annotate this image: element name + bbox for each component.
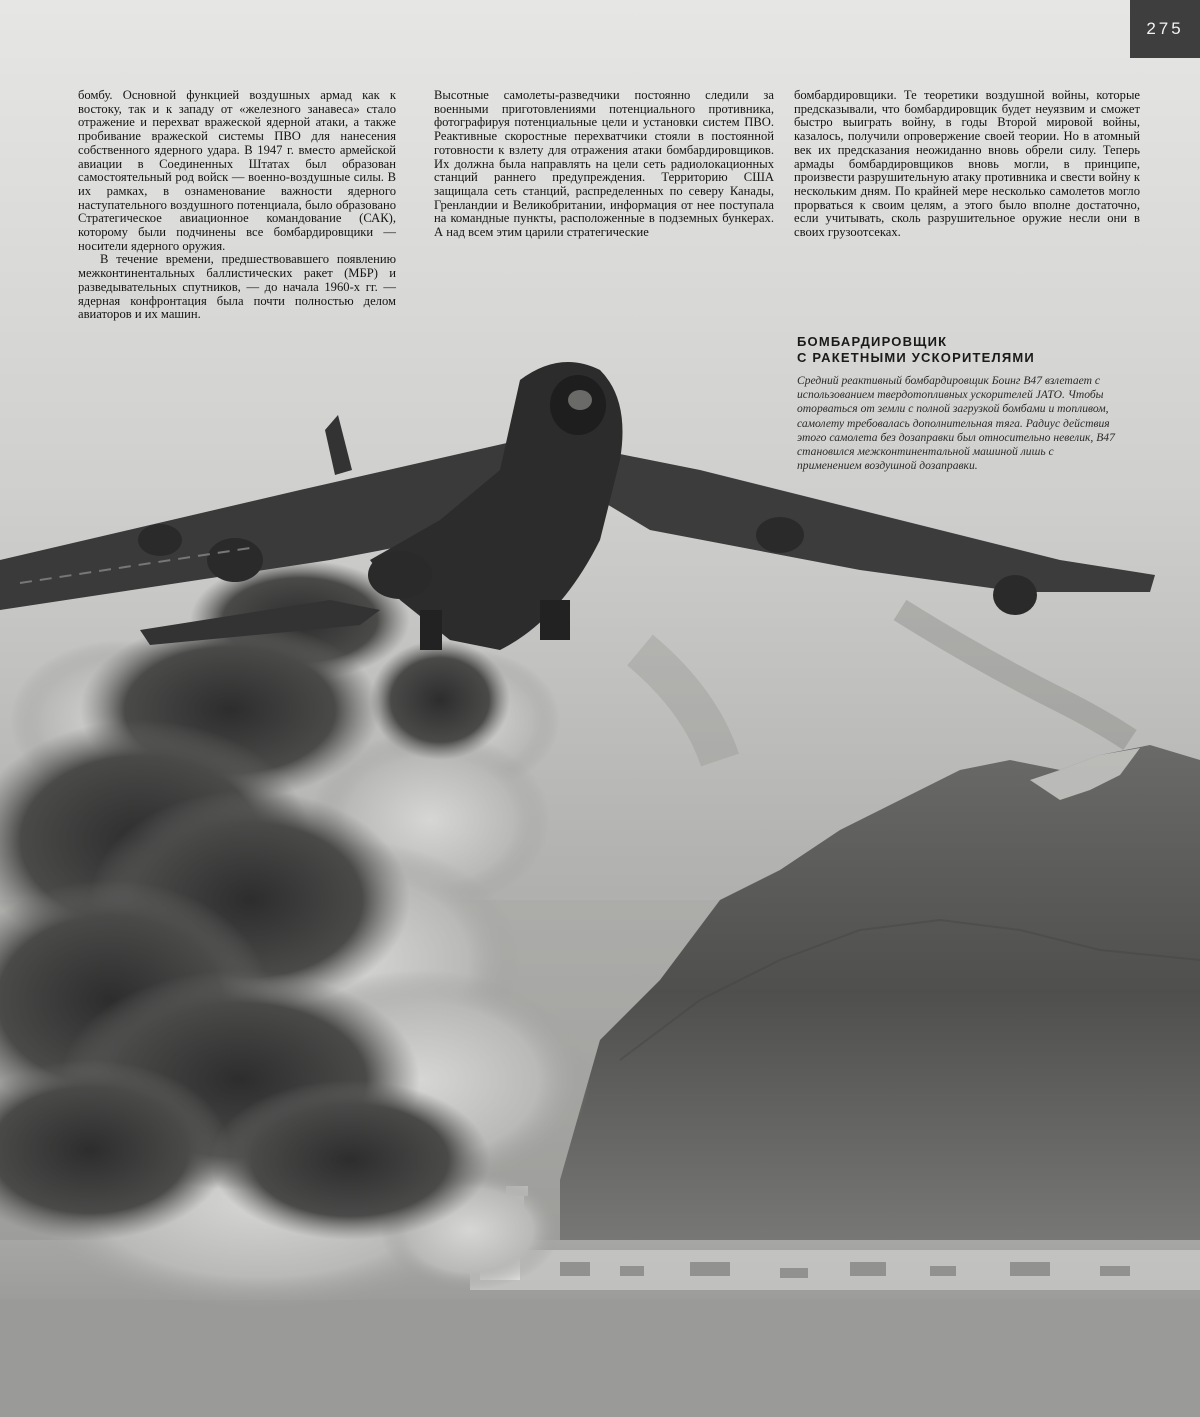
paragraph: бомбардировщики. Те теоретики воздушной войны, которые предсказывали, что бомбардировщик будет неуязвим и сможет быстро выиграть войну, в годы Второй мировой войны, казалось, получили опровержение своей теории. Но в атомный век их предсказания неожиданно вновь обрели силу. Теперь армады бомбардировщиков вновь могли, в принципе, произвести разрушительную атаку противника и свести войну к нескольким дням. По крайней мере несколько самолетов могло прорваться к своим целям, а этого было вполне достаточно, если учитывать, сколь разрушительное оружие несли они в своих грузоотсеках. [794,88,1140,240]
page-number: 275 [1130,0,1200,58]
paragraph: Высотные самолеты-разведчики постоянно следили за военными приготовлениями потенциального противника, фотографируя потенциальные цели и установки систем ПВО. Реактивные скоростные перехватчики стояли в постоянной готовности к взлету для отражения атаки бомбардировщиков. Их должна была направлять на цели сеть радиолокационных станций раннего предупреждения. Территорию США защищала сеть станций, распределенных по северу Канады, Гренландии и Великобритании, информация от нее поступала на командные пункты, расположенные в подземных бункерах. А над всем этим царили стратегические [434,88,774,240]
caption-title [797,334,1117,366]
caption-title-line: БОМБАРДИРОВЩИК [797,334,948,349]
text-column-3 [794,89,1140,240]
text-column-1 [78,89,396,322]
text-column-2 [434,89,774,240]
caption-title-line: С РАКЕТНЫМИ УСКОРИТЕЛЯМИ [797,350,1035,365]
paragraph: В течение времени, предшествовавшего появлению межконтинентальных баллистических ракет (МБР) и разведывательных спутников, — до начала 1960-х гг. — ядерная конфронтация была почти полностью делом авиаторов и их машин. [78,252,396,322]
photo-caption: Средний реактивный бомбардировщик Боинг B47 взлетает с использованием твердотопливных ускорителей JATO. Чтобы оторваться от земли с полной загрузкой бомбами и топливом, самолету требовалась дополнительная тяга. Радиус действия этого самолета без дозаправки был относительно невелик, B47 становился межконтинентальной машиной лишь с применением воздушной дозаправки. [797,374,1115,473]
paragraph: бомбу. Основной функцией воздушных армад как к востоку, так и к западу от «железного занавеса» стало отражение и перехват вражеской ядерной атаки, а также пробивание вражеской системы ПВО для нанесения собственного ядерного удара. В 1947 г. вместо армейской авиации в Соединенных Штатах был образован самостоятельный род войск — военно-воздушные силы. В их рамках, в ознаменование важности ядерного наступательного воздушного потенциала, было образовано Стратегическое авиационное командование (САК), которому были подчинены все бомбардировщики — носители ядерного оружия. [78,88,396,253]
